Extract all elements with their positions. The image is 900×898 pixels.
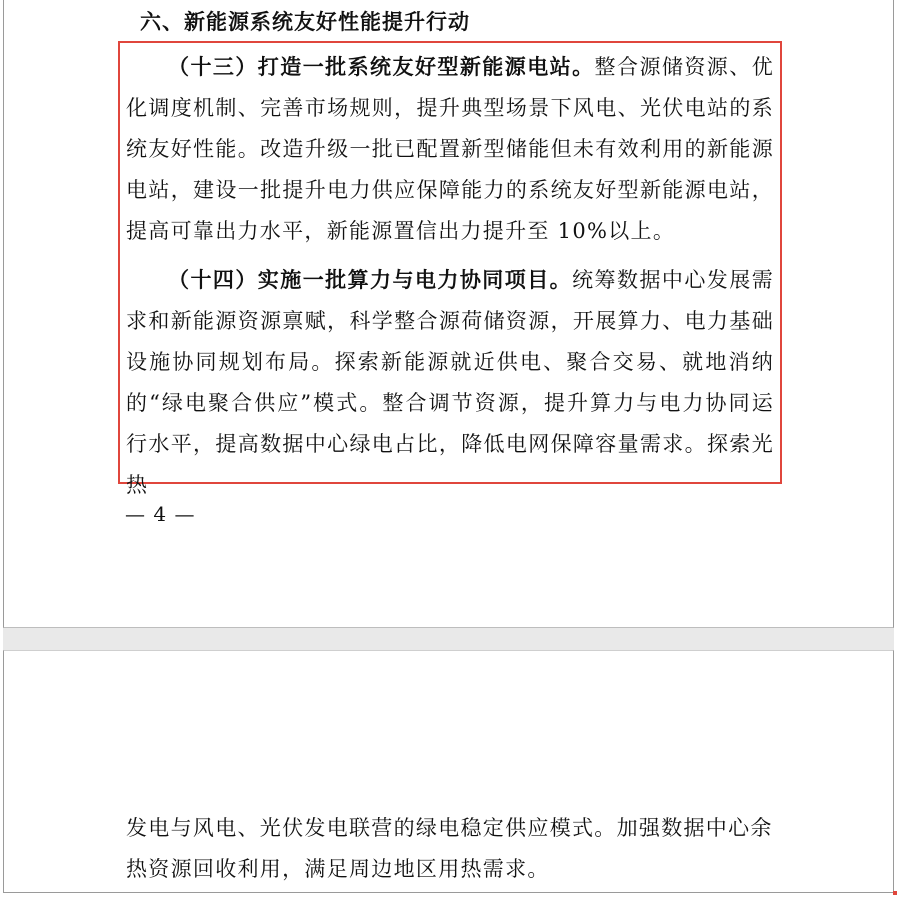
paragraph-13-text: 整合源储资源、优化调度机制、完善市场规则，提升典型场景下风电、光伏电站的系统友好性能。改造升级一批已配置新型储能但未有效利用的新能源电站，建设一批提升电力供应保障能力的系统友好型新能源电站，提高可靠出力水平，新能源置信出力提升至 10%以上。 <box>126 55 774 243</box>
page-separator <box>3 628 894 650</box>
paragraph-14-continued: 发电与风电、光伏发电联营的绿电稳定供应模式。加强数据中心余热资源回收利用，满足周边地区用热需求。 <box>126 816 773 881</box>
section-heading: 六、新能源系统友好性能提升行动 <box>140 10 470 34</box>
paragraph-13 <box>126 47 774 252</box>
corner-marker <box>893 891 897 895</box>
paragraph-14-subheading: （十四）实施一批算力与电力协同项目。 <box>168 268 573 292</box>
paragraph-14-text: 统筹数据中心发展需求和新能源资源禀赋，科学整合源荷储资源，开展算力、电力基础设施协同规划布局。探索新能源就近供电、聚合交易、就地消纳的“绿电聚合供应”模式。整合调节资源，提升算力与电力协同运行水平，提高数据中心绿电占比，降低电网保障容量需求。探索光热 <box>126 268 774 497</box>
page-number: — 4 — <box>125 502 196 526</box>
paragraph-14 <box>126 260 774 506</box>
paragraph-13-subheading: （十三）打造一批系统友好型新能源电站。 <box>168 55 595 79</box>
